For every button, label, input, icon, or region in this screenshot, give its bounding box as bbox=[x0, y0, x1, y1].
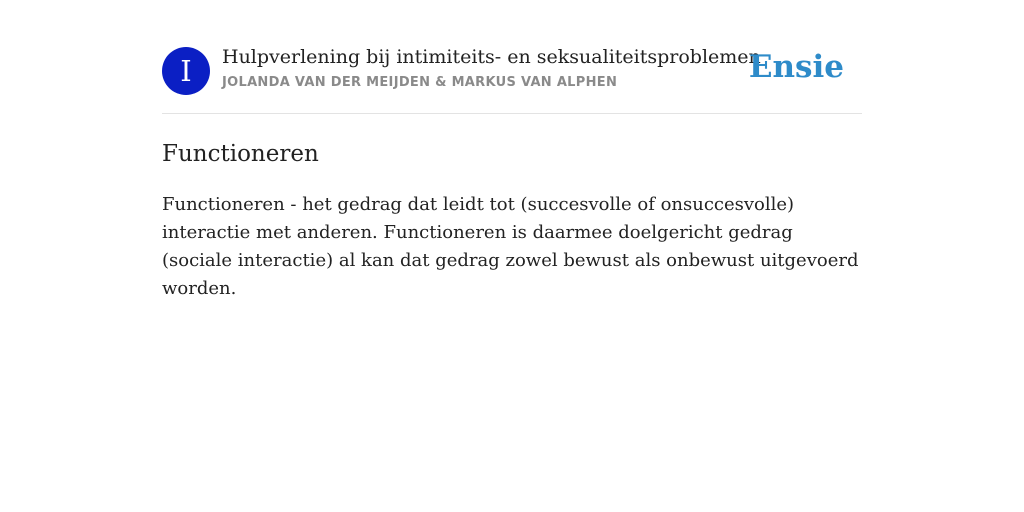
ensie-logo[interactable]: Ensie bbox=[748, 49, 844, 85]
entry-card bbox=[162, 0, 862, 303]
book-avatar[interactable]: I bbox=[162, 47, 210, 95]
book-title[interactable]: Hulpverlening bij intimiteits- en seksualiteitsproblemen bbox=[222, 46, 761, 68]
entry-body: Functioneren - het gedrag dat leidt tot (succesvolle of onsuccesvolle) interactie met anderen. Functioneren is daarmee doelgericht gedrag (sociale interactie) al kan dat gedrag zowel bewust als onbewust uitgevoerd worden. bbox=[162, 194, 859, 299]
book-authors: JOLANDA VAN DER MEIJDEN & MARKUS VAN ALPHEN bbox=[222, 75, 618, 90]
entry-title: Functioneren bbox=[162, 141, 319, 167]
book-header bbox=[162, 0, 862, 114]
